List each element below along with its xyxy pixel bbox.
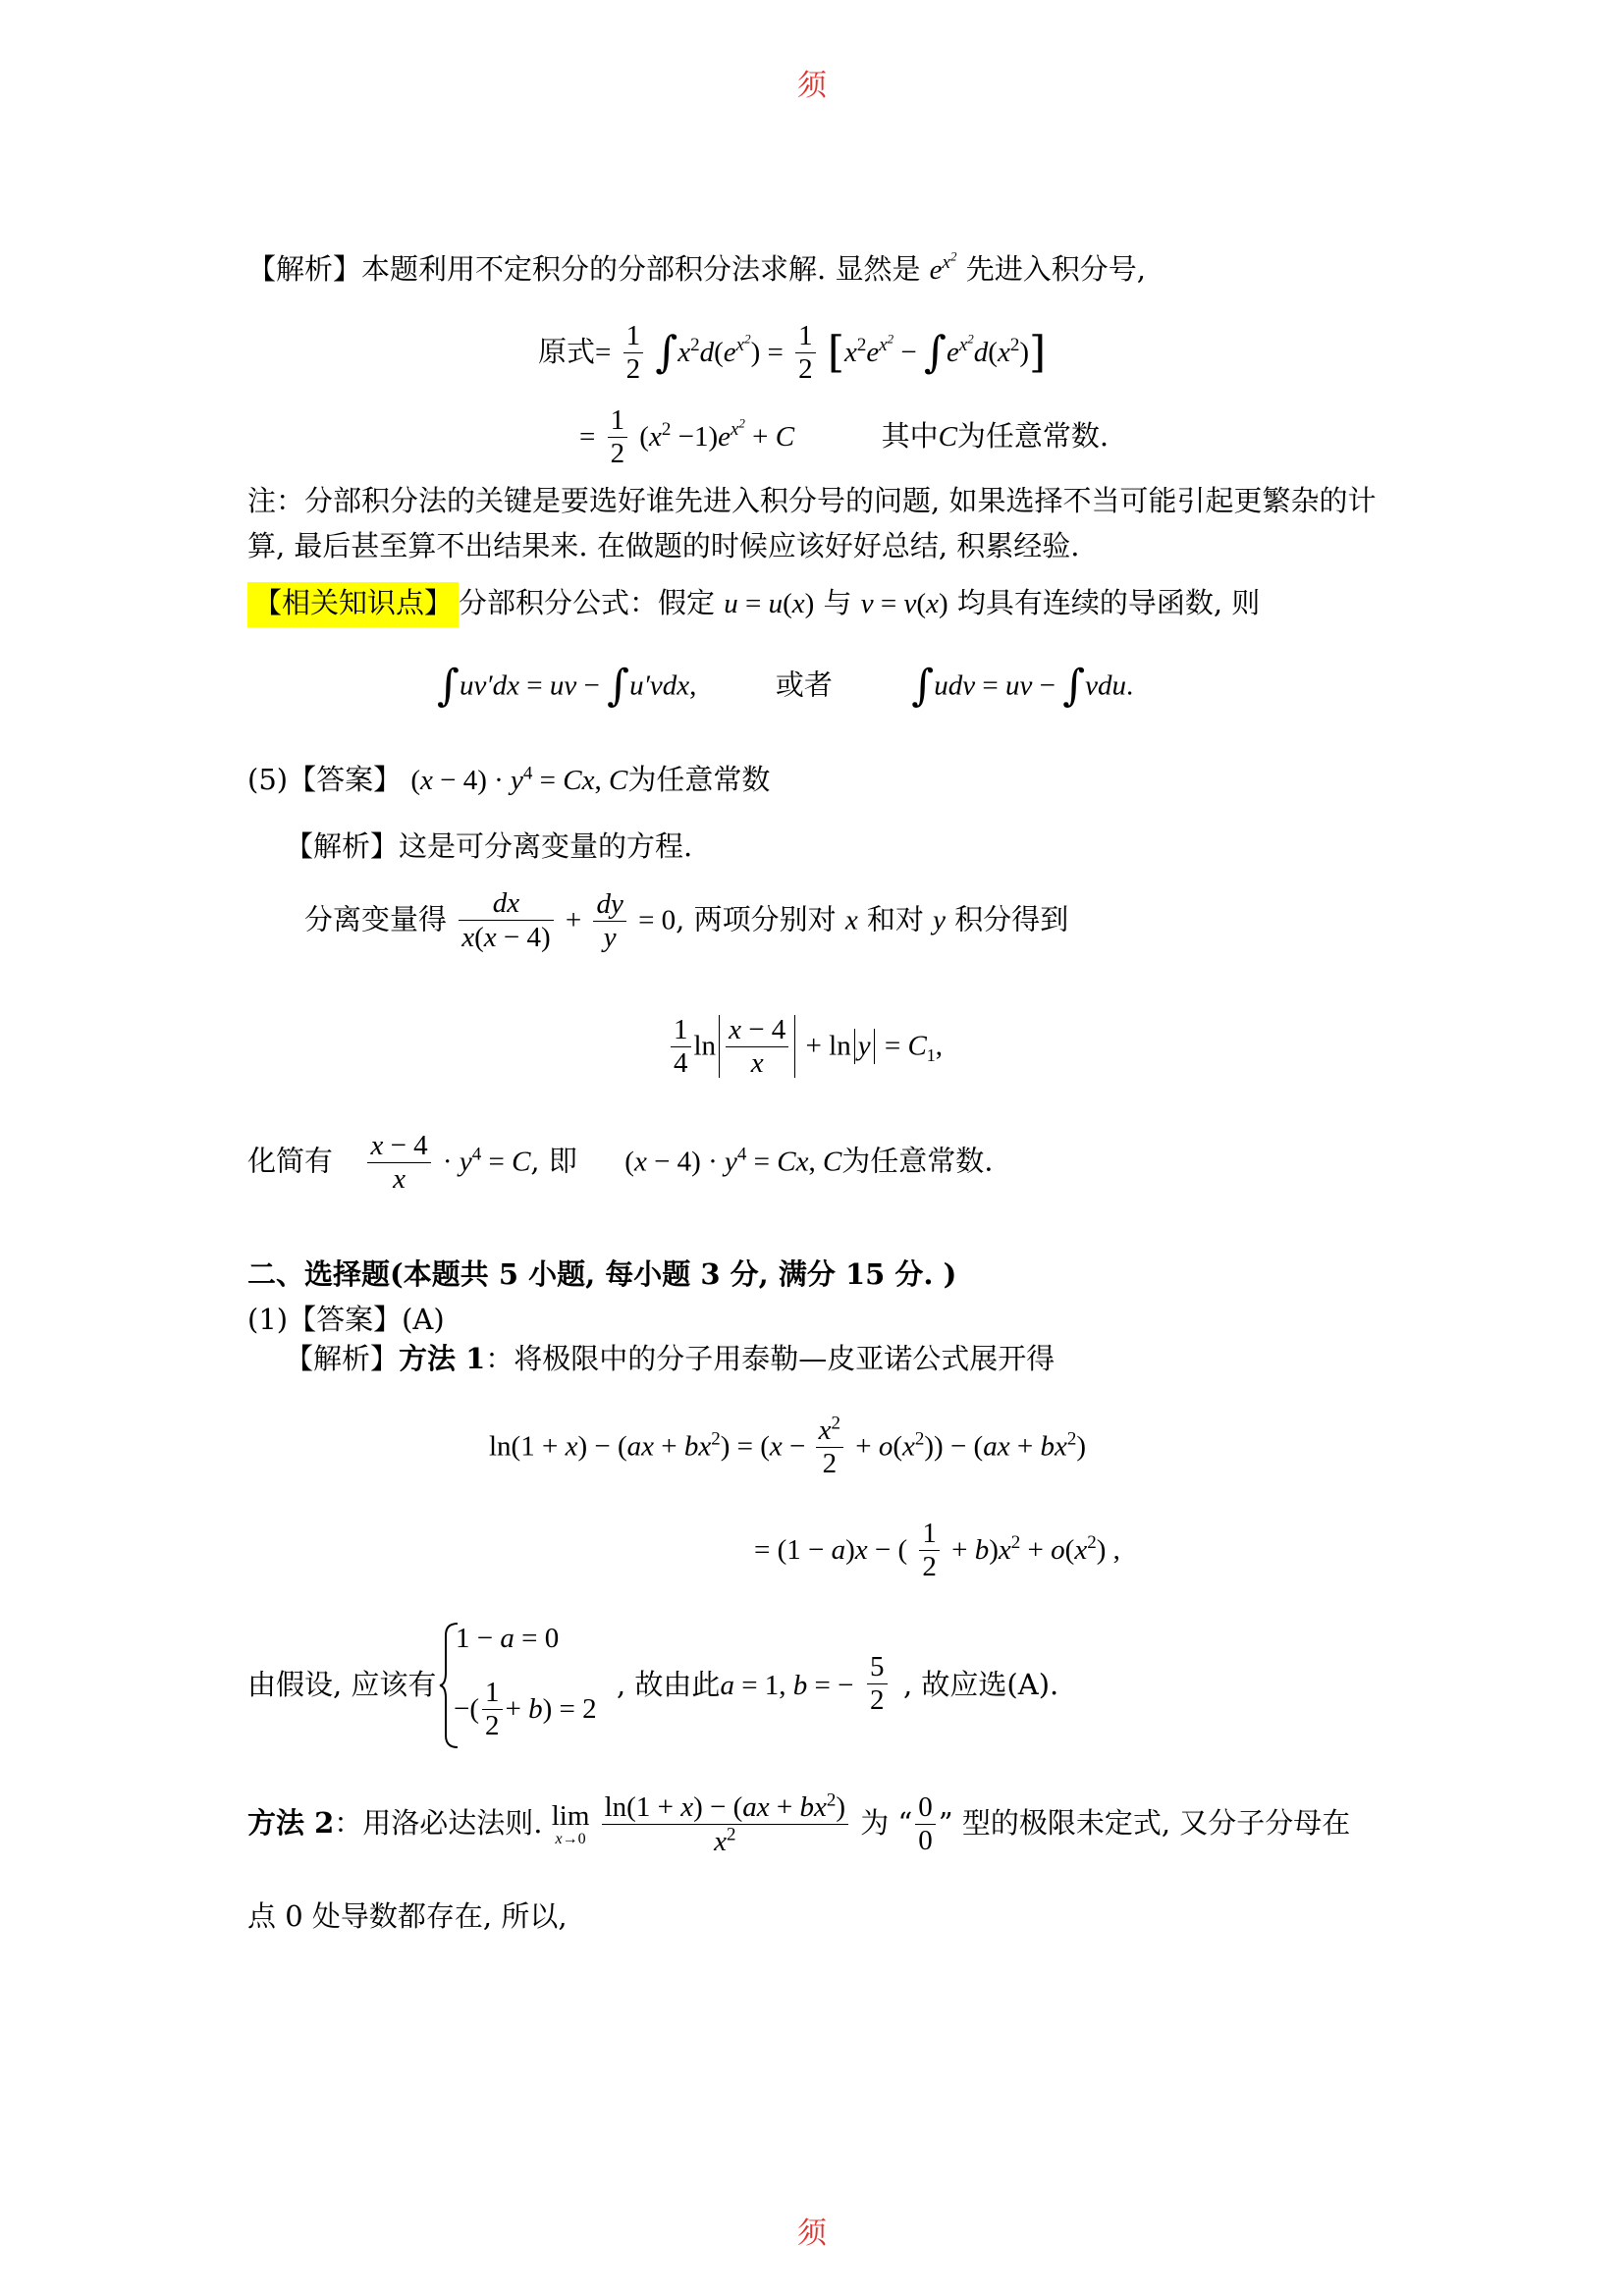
section-2-title: 二、选择题(本题共 5 小题, 每小题 3 分, 满分 15 分. ): [247, 1257, 957, 1291]
knowledge-text-2: 与: [823, 586, 852, 619]
s2-q1-answer-label: 【答案】: [288, 1303, 403, 1336]
lim-operator: lim x→0: [551, 1799, 590, 1847]
q5-number: (5): [247, 763, 289, 796]
fraction-x-minus-4-over-x: $\frac{x - 4}{x}$: [367, 1129, 430, 1197]
or-text: 或者: [775, 667, 833, 702]
q5-log-equation: $\frac{1}{4}$ ln $\frac{x - 4}{x}$ + $\ln y = C_1$,: [668, 1013, 943, 1081]
q5-separate-lead: 分离变量得: [304, 902, 448, 936]
method1-text: ：将极限中的分子用泰勒—皮亚诺公式展开得: [485, 1342, 1056, 1375]
fraction-half: $\frac{1}{2}$: [482, 1677, 503, 1743]
page-footer: 须: [797, 2216, 827, 2251]
q5-analysis-line: [285, 830, 692, 863]
method2-text: ：用洛必达法则.: [334, 1805, 543, 1840]
q5-simplify-line: 化简有 $\frac{x - 4}{x}$ · $y^4 = C$, 即 $(x - 4) \cdot y^4 = Cx$, C为任意常数.: [247, 1130, 994, 1196]
q5-separate-tail-2: 和对: [866, 902, 924, 936]
q5-analysis-label: 【解析】: [285, 829, 400, 863]
s2-analysis-label: 【解析】: [285, 1342, 400, 1375]
eq-note-tail: 为任意常数.: [956, 418, 1110, 453]
system-eq-2: −( $\frac{1}{2}$ + b) = 2: [454, 1677, 597, 1742]
q5-answer-label: 【答案】: [288, 763, 403, 796]
fraction-quarter: $\frac{1}{4}$: [671, 1014, 691, 1081]
taylor-equation-2: = (1 − a)x − ( $\frac{1}{2}$ + $b)x^2 + o(x^2)$ ,: [754, 1518, 1120, 1583]
fraction-half: $\frac{1}{2}$: [795, 320, 816, 387]
knowledge-text-1: 分部积分公式：假定: [459, 586, 716, 619]
assume-mid: , 故由此: [617, 1668, 721, 1701]
q5-simplify-lead: 化简有: [247, 1144, 334, 1178]
fraction-x-minus-4-over-x: $\frac{x - 4}{x}$: [726, 1013, 788, 1081]
method2-mid: 为 “: [860, 1805, 913, 1840]
assume-tail: , 故应选(A).: [903, 1668, 1059, 1701]
q5-separate-tail-3: 积分得到: [954, 902, 1069, 936]
assume-lead: 由假设, 应该有: [247, 1668, 437, 1701]
fraction-half: $\frac{1}{2}$: [623, 320, 644, 387]
analysis-intro-line: [247, 249, 1146, 287]
assumption-block: [247, 1622, 1426, 1749]
method2-line: [247, 1790, 1350, 1859]
s2-method1-line: [285, 1343, 1055, 1375]
q5-analysis-text: 这是可分离变量的方程.: [399, 829, 693, 863]
method2-label: 方法 2: [247, 1805, 335, 1840]
note-line-2: 算, 最后甚至算不出结果来. 在做题的时候应该好好总结, 积累经验.: [247, 529, 1080, 562]
fraction-dy: $\frac{dy}{y}$: [593, 888, 625, 955]
q5-answer-tail: 为任意常数: [627, 763, 771, 796]
q5-simplify-tail: 为任意常数.: [841, 1144, 994, 1178]
fraction-half: $\frac{1}{2}$: [608, 404, 628, 471]
s2-q1-answer-line: [247, 1304, 445, 1336]
q5-answer-line: (5)【答案】 $(x - 4) \cdot y^4 = Cx$, C为任意常数: [247, 763, 771, 796]
equation-result: = $\frac{1}{2}$ $(x^2 -1)e^{x^2} + C$ 其中C为任意常数.: [579, 404, 1110, 470]
knowledge-point-line: 【相关知识点】 分部积分公式：假定 u = u(x) 与 v = v(x) 均具有连续的导函数, 则: [247, 587, 1260, 620]
system-eq-1: 1 − a = 0: [456, 1623, 560, 1654]
q5-simplify-mid: , 即: [530, 1144, 577, 1178]
knowledge-text-3: 均具有连续的导函数, 则: [956, 586, 1261, 619]
analysis-label: 【解析】: [247, 252, 362, 286]
fraction-zero-over-zero: $\frac{0}{0}$: [915, 1791, 936, 1858]
eq-lead: 原式: [538, 334, 596, 368]
taylor-equation-1: $\ln(1 + x) - (ax + bx^2) = (x$ − $\frac{x^2}{2}$ + $o(x^2)) - (ax + bx^2)$: [489, 1413, 1086, 1480]
equation-integration-by-parts: 原式= $\frac{1}{2}$ $\int x^2d(e^{x^2})$ = $\frac{1}{2}$ $[x^2e^{x^2} - \int e^{x^2}d(x^2)]$: [538, 320, 1047, 386]
method2-tail: ” 型的极限未定式, 又分子分母在: [938, 1805, 1351, 1840]
analysis-intro-text: 本题利用不定积分的分部积分法求解. 显然是: [361, 252, 921, 286]
assume-conclusion: , 故由此a = 1, b = −: [617, 1668, 854, 1701]
fraction-x2-over-2: $\frac{x^2}{2}$: [816, 1414, 843, 1481]
eq-note: 其中: [881, 418, 939, 453]
page-header: 须: [797, 69, 827, 103]
knowledge-point-label: 【相关知识点】: [247, 582, 459, 627]
fraction-limit: $\frac{\ln(1 + x) - (ax + bx^2)}{x^2}$: [602, 1790, 848, 1859]
fraction-half: $\frac{1}{2}$: [919, 1518, 940, 1584]
equation-parts-formula: ∫uv′dx = uv − ∫u′vdx, 或者 ∫udv = uv − ∫vdu.: [437, 661, 1134, 711]
method1-label: 方法 1: [399, 1342, 486, 1375]
note-line-1: 注：分部积分法的关键是要选好谁先进入积分号的问题, 如果选择不当可能引起更繁杂的计: [247, 484, 1377, 517]
q5-separate-line: 分离变量得 $\frac{dx}{x(x - 4)}$ + $\frac{dy}{y}$ = 0, 两项分别对 x 和对 y 积分得到: [304, 887, 1069, 954]
last-line: 点 0 处导数都存在, 所以,: [247, 1899, 568, 1933]
fraction-dx: $\frac{dx}{x(x - 4)}$: [459, 887, 553, 955]
fraction-5-over-2: $\frac{5}{2}$: [864, 1651, 891, 1718]
s2-q1-number: (1): [247, 1303, 289, 1336]
analysis-intro-tail: 先进入积分号,: [965, 252, 1146, 286]
formula-e-x2: $e^{x^2}$: [929, 249, 957, 286]
s2-q1-answer: (A): [402, 1303, 445, 1336]
q5-separate-tail-1: , 两项分别对: [676, 902, 837, 936]
